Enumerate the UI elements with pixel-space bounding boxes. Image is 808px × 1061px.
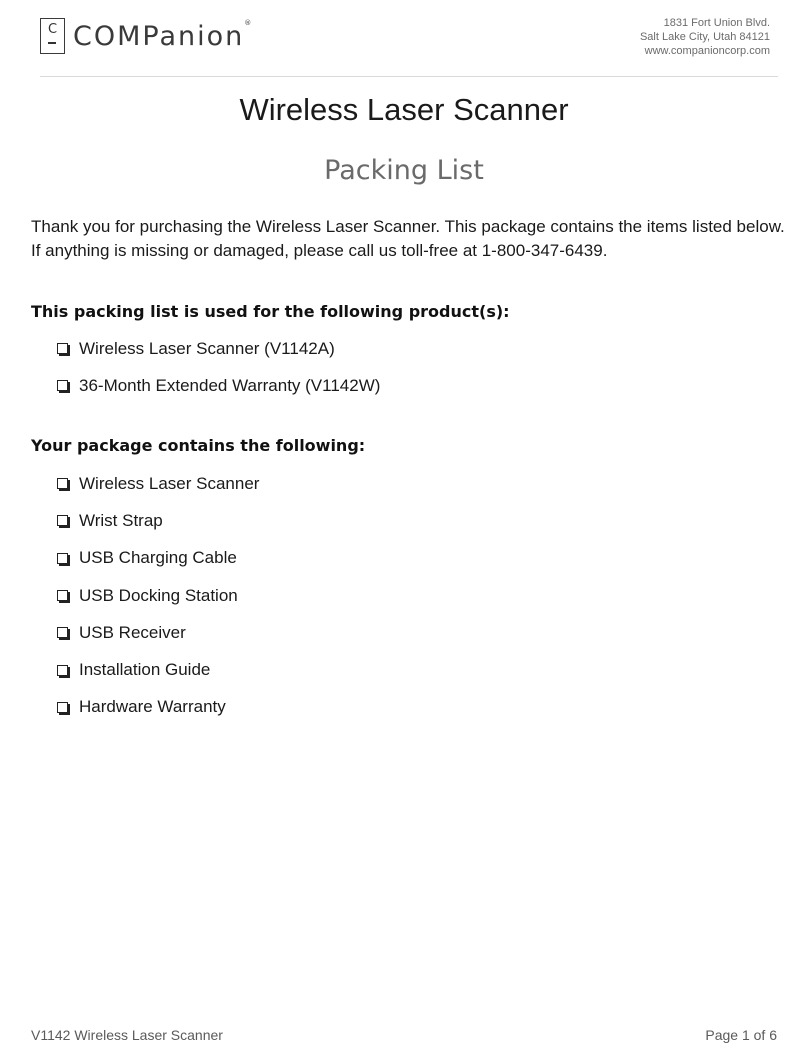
- contents-list: [57, 465, 259, 726]
- list-item: [57, 577, 259, 614]
- company-website: www.companioncorp.com: [644, 45, 770, 57]
- logo-wordmark-text: COMPanion: [73, 20, 245, 52]
- list-item: [57, 540, 259, 577]
- list-item-label: USB Receiver: [79, 622, 186, 642]
- list-item-label: Installation Guide: [79, 660, 211, 680]
- company-logo: [40, 18, 251, 54]
- checkbox-icon: [57, 515, 68, 526]
- checkbox-icon: [57, 702, 68, 713]
- checkbox-icon: [57, 343, 68, 354]
- registered-mark: ®: [244, 18, 252, 27]
- list-item: [57, 689, 259, 726]
- list-item-label: Wireless Laser Scanner (V1142A): [79, 338, 335, 358]
- products-heading: This packing list is used for the following product(s):: [31, 302, 510, 321]
- list-item: [57, 330, 380, 367]
- document-title: Wireless Laser Scanner: [239, 92, 569, 127]
- logo-wordmark: [73, 18, 252, 52]
- list-item: [57, 651, 259, 688]
- logo-mark-letter: C: [48, 22, 58, 37]
- logo-mark: [40, 18, 65, 54]
- list-item-label: USB Docking Station: [79, 585, 238, 605]
- company-address: [640, 16, 770, 58]
- document-subtitle: Packing List: [324, 155, 484, 186]
- products-list: [57, 330, 380, 405]
- list-item-label: 36-Month Extended Warranty (V1142W): [79, 375, 381, 395]
- checkbox-icon: [57, 627, 68, 638]
- checkbox-icon: [57, 665, 68, 676]
- list-item: [57, 367, 380, 404]
- logo-mark-bar: [48, 42, 56, 44]
- contents-heading: Your package contains the following:: [31, 436, 366, 455]
- checkbox-icon: [57, 590, 68, 601]
- checkbox-icon: [57, 478, 68, 489]
- list-item-label: Wireless Laser Scanner: [79, 473, 260, 493]
- footer-document-name: V1142 Wireless Laser Scanner: [31, 1027, 223, 1043]
- footer-page-number: Page 1 of 6: [705, 1027, 777, 1043]
- address-line-2: Salt Lake City, Utah 84121: [639, 31, 770, 43]
- list-item-label: Hardware Warranty: [79, 697, 226, 717]
- list-item-label: USB Charging Cable: [79, 548, 237, 568]
- header-divider: [40, 76, 778, 77]
- checkbox-icon: [57, 553, 68, 564]
- checkbox-icon: [57, 380, 68, 391]
- intro-paragraph: Thank you for purchasing the Wireless Laser Scanner. This package contains the items listed below. If anything is missing or damaged, please call us toll-free at 1-800-347-6439.: [31, 217, 785, 260]
- list-item: [57, 502, 259, 539]
- list-item: [57, 614, 259, 651]
- list-item: [57, 465, 259, 502]
- list-item-label: Wrist Strap: [79, 510, 163, 530]
- address-line-1: 1831 Fort Union Blvd.: [663, 17, 770, 29]
